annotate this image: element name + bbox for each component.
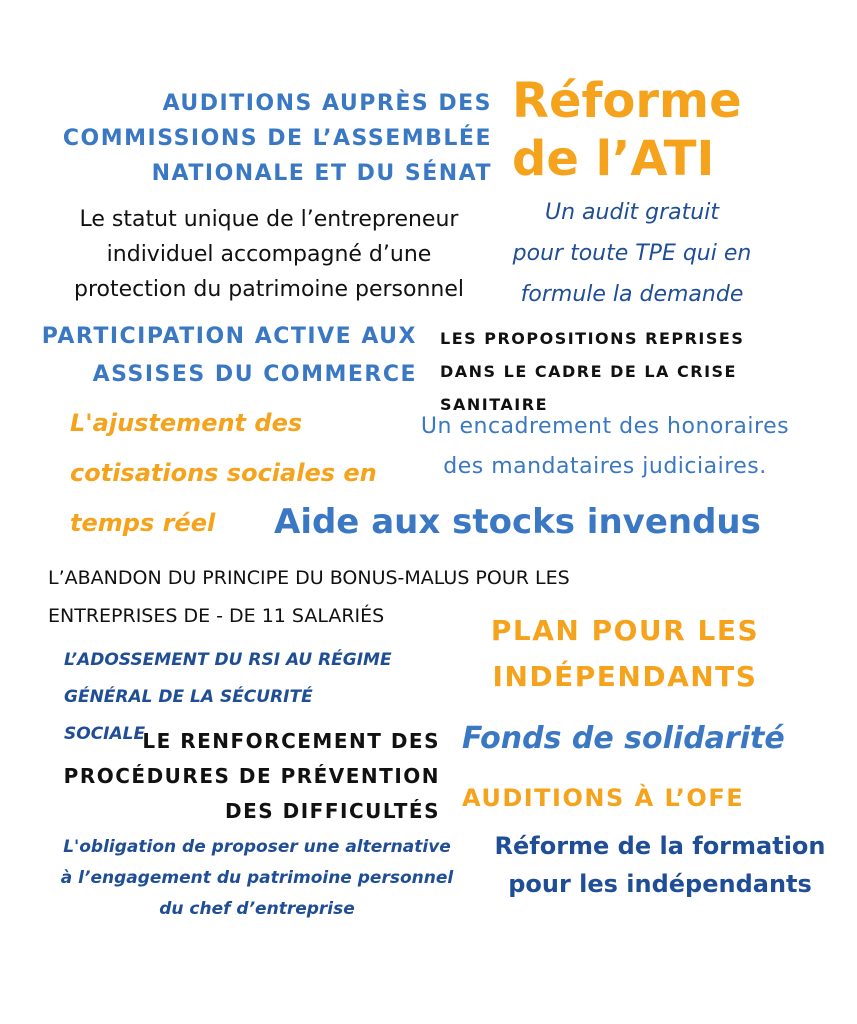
phrase-line: PROCÉDURES DE PRÉVENTION — [63, 764, 440, 788]
phrase-line: L’ABANDON DU PRINCIPE DU BONUS-MALUS POUR LES — [48, 567, 570, 589]
phrase-line: temps réel — [70, 509, 216, 537]
phrase-audit-gratuit — [492, 192, 772, 315]
phrase-line: pour toute TPE qui en — [512, 241, 752, 266]
phrase-line: L’ADOSSEMENT DU RSI AU RÉGIME — [64, 650, 392, 670]
phrase-aide-stocks: Aide aux stocks invendus — [274, 502, 761, 542]
phrase-line: PLAN POUR LES — [490, 614, 760, 647]
phrase-line: INDÉPENDANTS — [492, 660, 758, 693]
phrase-line: SOCIALE — [64, 724, 146, 744]
phrase-statut-unique — [44, 202, 494, 307]
phrase-line: SANITAIRE — [440, 395, 549, 414]
phrase-line: Un audit gratuit — [545, 200, 719, 225]
phrase-line: PARTICIPATION ACTIVE AUX — [41, 324, 417, 349]
phrase-renforcement-procedures — [64, 724, 440, 829]
phrase-line: des mandataires judiciaires. — [443, 454, 767, 479]
phrase-line: protection du patrimoine personnel — [74, 277, 464, 302]
phrase-reforme-formation — [484, 827, 836, 903]
phrase-line: pour les indépendants — [508, 870, 812, 898]
phrase-auditions-ofe: AUDITIONS À L’OFE — [462, 784, 745, 812]
phrase-line: Réforme — [512, 73, 742, 129]
phrase-line: L'ajustement des — [70, 409, 303, 437]
phrase-line: ASSISES DU COMMERCE — [92, 362, 417, 387]
phrase-line: LE RENFORCEMENT DES — [142, 729, 440, 753]
phrase-line: DES DIFFICULTÉS — [225, 799, 440, 823]
phrase-line: AUDITIONS AUPRÈS DES — [162, 91, 492, 116]
phrase-auditions-commissions — [63, 86, 492, 191]
phrase-line: L'obligation de proposer une alternative — [63, 837, 451, 857]
phrase-line: GÉNÉRAL DE LA SÉCURITÉ — [64, 687, 313, 707]
phrase-line: DANS LE CADRE DE LA CRISE — [440, 362, 737, 381]
phrase-obligation-alternative — [22, 832, 492, 925]
phrase-line: du chef d’entreprise — [159, 899, 355, 919]
phrase-line: à l’engagement du patrimoine personnel — [60, 868, 454, 888]
phrase-line: de l’ATI — [512, 131, 715, 187]
phrase-line: COMMISSIONS DE L’ASSEMBLÉE — [62, 126, 492, 151]
phrase-participation-assises — [42, 318, 417, 394]
phrase-fonds-solidarite: Fonds de solidarité — [462, 721, 785, 756]
phrase-line: ENTREPRISES DE - DE 11 SALARIÉS — [48, 605, 385, 627]
phrase-line: Réforme de la formation — [494, 832, 826, 860]
phrase-line: LES PROPOSITIONS REPRISES — [440, 329, 745, 348]
phrase-line: individuel accompagné d’une — [106, 242, 432, 267]
phrase-line: formule la demande — [520, 282, 744, 307]
phrase-encadrement-honoraires — [380, 407, 830, 487]
phrase-plan-independants — [470, 608, 780, 700]
phrase-line: Un encadrement des honoraires — [420, 414, 790, 439]
phrase-line: NATIONALE ET DU SÉNAT — [151, 161, 492, 186]
phrase-reforme-ati — [512, 72, 742, 188]
phrase-line: Le statut unique de l’entrepreneur — [79, 207, 459, 232]
phrase-line: cotisations sociales en — [70, 459, 377, 487]
